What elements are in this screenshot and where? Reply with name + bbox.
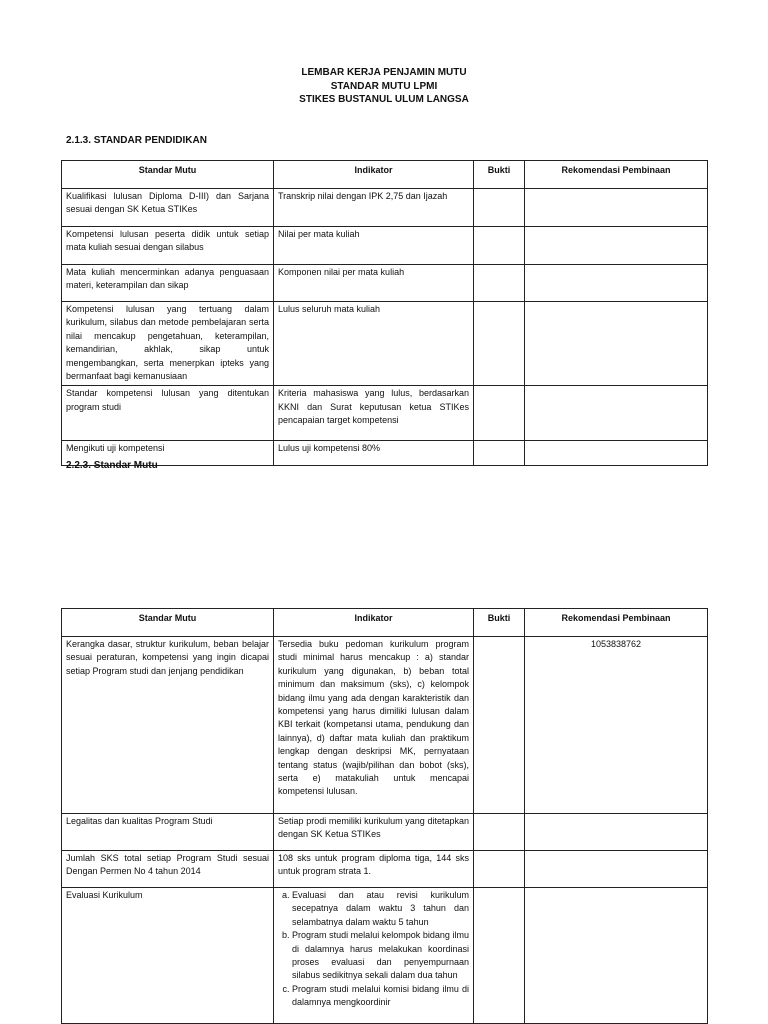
table-row [62, 189, 708, 227]
table-row [62, 814, 708, 851]
bukti-cell [474, 441, 525, 466]
standar-cell: Kualifikasi lulusan Diploma D-III) dan Sarjana sesuai dengan SK Ketua STIKes [62, 189, 274, 227]
rekomendasi-cell [525, 888, 708, 1024]
standar-cell: Jumlah SKS total setiap Program Studi sesuai Dengan Permen No 4 tahun 2014 [62, 851, 274, 888]
indikator-cell: Lulus uji kompetensi 80% [274, 441, 474, 466]
standar-cell: Kompetensi lulusan peserta didik untuk setiap mata kuliah sesuai dengan silabus [62, 227, 274, 265]
rekomendasi-cell [525, 227, 708, 265]
indikator-cell: Transkrip nilai dengan IPK 2,75 dan Ijazah [274, 189, 474, 227]
document-header [0, 66, 768, 107]
table-row [62, 851, 708, 888]
header-line-3: STIKES BUSTANUL ULUM LANGSA [299, 94, 469, 105]
bukti-cell [474, 814, 525, 851]
column-header: Indikator [274, 161, 474, 189]
indikator-cell: Lulus seluruh mata kuliah [274, 302, 474, 386]
rekomendasi-cell [525, 265, 708, 302]
section-title-1: 2.1.3. STANDAR PENDIDIKAN [66, 135, 207, 146]
bukti-cell [474, 637, 525, 814]
standar-cell: Standar kompetensi lulusan yang ditentukan program studi [62, 386, 274, 441]
header-line-2: STANDAR MUTU LPMI [330, 80, 438, 92]
indikator-cell: Tersedia buku pedoman kurikulum program studi minimal harus mencakup : a) standar kurikulum yang digunakan, b) beban total minimum dan maksimum (sks), c) kelompok bidang ilmu yang ada dengan karakteristik dan kompetensi yang harus dimiliki lulusan dalam KBI terkait (kompetansi utama, pendukung dan lainnya), d) daftar mata kuliah dan praktikum lengkap dengan deskripsi MK, pernyataan tentang status (wajib/pilihan dan bobot (sks), serta e) matakuliah untuk mencapai kompetensi lulusan. [274, 637, 474, 814]
rekomendasi-cell [525, 302, 708, 386]
standar-mutu-table [61, 608, 708, 1024]
table-header-row [62, 609, 708, 637]
table-row [62, 227, 708, 265]
column-header: Indikator [274, 609, 474, 637]
bukti-cell [474, 851, 525, 888]
header-line-1: LEMBAR KERJA PENJAMIN MUTU [301, 67, 467, 78]
column-header: Rekomendasi Pembinaan [525, 161, 708, 189]
bukti-cell [474, 386, 525, 441]
indikator-cell: Komponen nilai per mata kuliah [274, 265, 474, 302]
standar-cell: Kerangka dasar, struktur kurikulum, beban belajar sesuai peraturan, kompetensi yang ingin dicapai setiap Program studi dan jenjang pendidikan [62, 637, 274, 814]
indikator-cell [274, 888, 474, 1024]
standar-cell: Legalitas dan kualitas Program Studi [62, 814, 274, 851]
rekomendasi-cell: 1053838762 [525, 637, 708, 814]
rekomendasi-cell [525, 441, 708, 466]
column-header: Bukti [474, 161, 525, 189]
standar-pendidikan-table [61, 160, 708, 466]
standar-cell: Kompetensi lulusan yang tertuang dalam kurikulum, silabus dan metode pembelajaran serta nilai mencakup pengetahuan, keterampilan, kemandirian, akhlak, sikap untuk mengembangkan, serta menerpkan ipteks yang bermanfaat bagi kemanusiaan [62, 302, 274, 386]
column-header: Rekomendasi Pembinaan [525, 609, 708, 637]
bukti-cell [474, 227, 525, 265]
table-row [62, 637, 708, 814]
evaluasi-list [278, 889, 469, 1010]
standar-cell: Mata kuliah mencerminkan adanya penguasaan materi, keterampilan dan sikap [62, 265, 274, 302]
table-row [62, 265, 708, 302]
bukti-cell [474, 265, 525, 302]
standar-cell: Mengikuti uji kompetensi [62, 441, 274, 466]
list-item: b. Program studi melalui kelompok bidang ilmu di dalamnya harus melakukan koordinasi proses evaluasi dan penyempurnaan silabus sedikitnya sekali dalam dua tahun [292, 929, 469, 983]
rekomendasi-cell [525, 386, 708, 441]
table-header-row [62, 161, 708, 189]
column-header: Bukti [474, 609, 525, 637]
bukti-cell [474, 302, 525, 386]
bukti-cell [474, 189, 525, 227]
rekomendasi-cell [525, 851, 708, 888]
section-title-2: 2.2.3. Standar Mutu [66, 460, 158, 471]
indikator-cell: Nilai per mata kuliah [274, 227, 474, 265]
table-row [62, 386, 708, 441]
table-row [62, 302, 708, 386]
indikator-cell: Kriteria mahasiswa yang lulus, berdasarkan KKNI dan Surat keputusan ketua STIKes pencapaian target kompetensi [274, 386, 474, 441]
standar-cell: Evaluasi Kurikulum [62, 888, 274, 1024]
indikator-cell: Setiap prodi memiliki kurikulum yang ditetapkan dengan SK Ketua STIKes [274, 814, 474, 851]
list-item: c. Program studi melalui komisi bidang ilmu di dalamnya mengkoordinir [292, 983, 469, 1010]
rekomendasi-cell [525, 189, 708, 227]
column-header: Standar Mutu [62, 609, 274, 637]
bukti-cell [474, 888, 525, 1024]
table-row [62, 888, 708, 1024]
column-header: Standar Mutu [62, 161, 274, 189]
indikator-cell: 108 sks untuk program diploma tiga, 144 sks untuk program strata 1. [274, 851, 474, 888]
list-item: a. Evaluasi dan atau revisi kurikulum secepatnya dalam waktu 3 tahun dan selambatnya dalam waktu 5 tahun [292, 889, 469, 929]
table-row [62, 441, 708, 466]
rekomendasi-cell [525, 814, 708, 851]
